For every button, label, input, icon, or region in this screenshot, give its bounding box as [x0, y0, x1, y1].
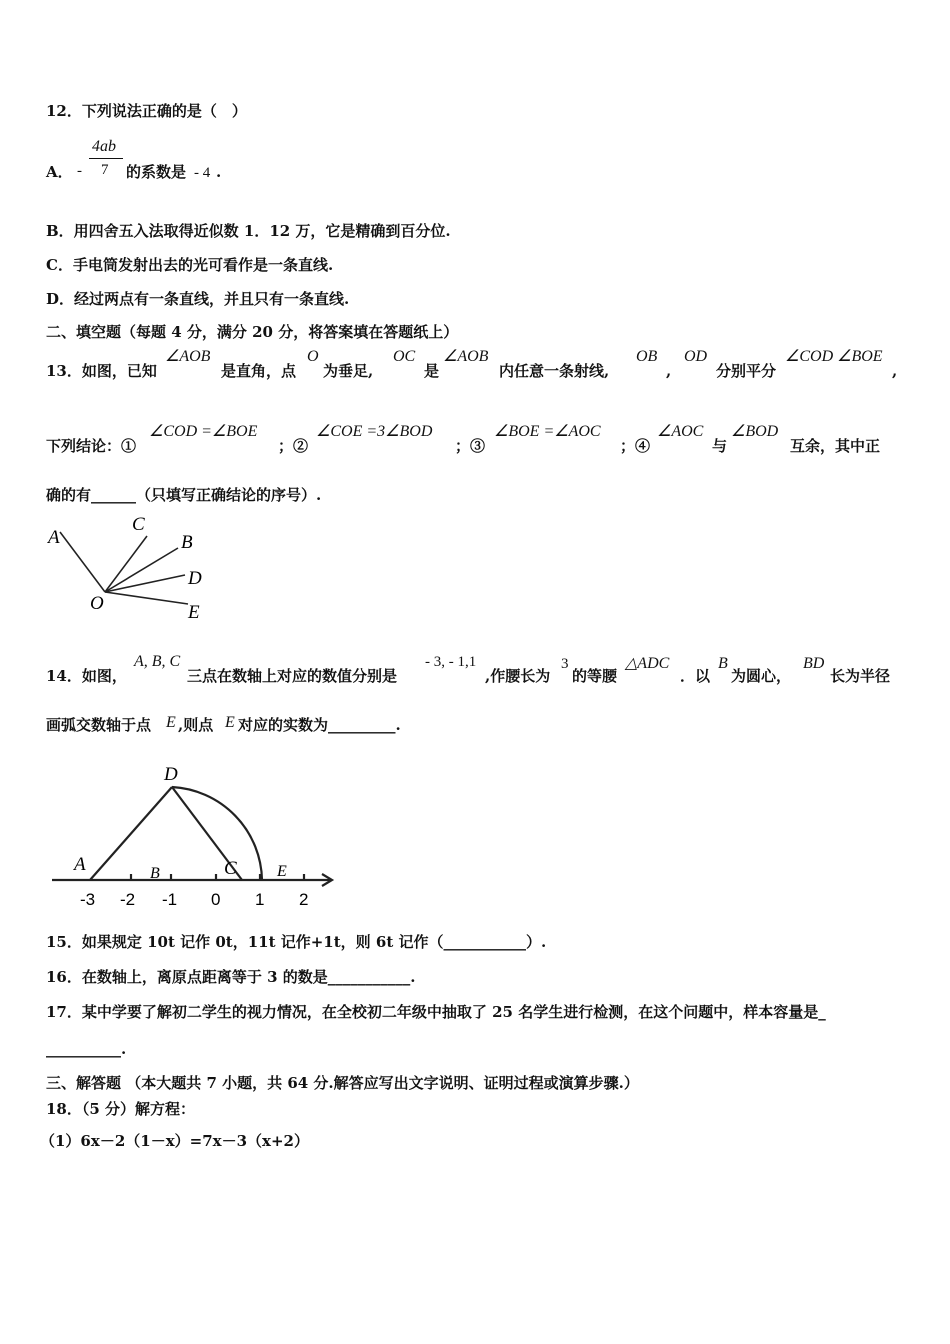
ray-oa — [60, 532, 105, 592]
q13-text-6: , — [666, 362, 672, 380]
q12-a-value: - 4 — [194, 165, 211, 181]
q13-text-4: 是 — [424, 362, 440, 380]
q14-math-abc: A, B, C — [134, 653, 181, 670]
label-c: C — [224, 858, 237, 879]
q12-stem: 12．下列说法正确的是（ ） — [46, 102, 247, 120]
q14-math-bd: BD — [803, 655, 825, 672]
q13-conclusion-4b: ∠BOD — [731, 423, 779, 440]
q13-conclusion-1: ∠COD =∠BOE — [149, 423, 258, 440]
q13-angle-figure — [40, 512, 220, 627]
q12-option-c: C．手电筒发射出去的光可看作是一条直线. — [46, 256, 334, 274]
q16: 16．在数轴上，离原点距离等于 3 的数是___________. — [46, 968, 416, 986]
q13-line2-text-2: ；② — [278, 437, 309, 455]
label-o: O — [90, 593, 104, 614]
q13-text-7: 分别平分 — [716, 362, 777, 380]
q13-conclusion-3: ∠BOE =∠AOC — [494, 423, 601, 440]
q12-a-minus: - — [77, 163, 82, 179]
q13-text-5: 内任意一条射线, — [499, 362, 610, 380]
q12-option-d: D．经过两点有一条直线，并且只有一条直线. — [46, 290, 350, 308]
ray-ob — [105, 548, 178, 592]
q18-stem: 18．（5 分）解方程： — [46, 1100, 196, 1118]
tick-label-2: 2 — [299, 890, 309, 909]
q13-math-cod-boe: ∠COD ∠BOE — [785, 348, 883, 365]
label-a: A — [48, 527, 60, 548]
q13-text-2: 是直角，点 — [221, 362, 297, 380]
q13-math-aob: ∠AOB — [165, 348, 211, 365]
q12-a-denominator: 7 — [101, 162, 109, 178]
q18-part-1: （1）6x－2（1－x）=7x－3（x+2） — [40, 1132, 309, 1150]
q14-line2-text-2: ,则点 — [178, 716, 214, 734]
q13-conclusion-2: ∠COE =3∠BOD — [316, 423, 433, 440]
q13-conclusion-4a: ∠AOC — [657, 423, 704, 440]
label-a: A — [74, 854, 86, 875]
q13-text-3: 为垂足, — [323, 362, 374, 380]
q13-math-oc: OC — [393, 348, 416, 365]
q13-math-ob: OB — [636, 348, 658, 365]
q12-option-b: B．用四舍五入法取得近似数 1．12 万，它是精确到百分位. — [46, 222, 451, 240]
q14-text-7: 长为半径 — [830, 667, 891, 685]
q14-text-1: 14．如图， — [46, 667, 127, 685]
q14-text-3: ,作腰长为 — [485, 667, 551, 685]
section-3-heading: 三、解答题 （本大题共 7 小题，共 64 分.解答应写出文字说明、证明过程或演算步骤.） — [46, 1074, 639, 1092]
label-b: B — [150, 865, 160, 882]
q14-line2-text-1: 画弧交数轴于点 — [46, 716, 152, 734]
q14-math-triangle: △ADC — [625, 655, 670, 672]
q17-line-2: __________. — [46, 1040, 127, 1058]
q14-text-4: 的等腰 — [572, 667, 618, 685]
q14-math-e-1: E — [166, 714, 176, 731]
arc-de — [172, 787, 262, 880]
tick-label-m1: -1 — [162, 890, 178, 909]
q13-line3: 确的有______（只填写正确结论的序号）. — [46, 486, 322, 504]
q13-text-1: 13．如图，已知 — [46, 362, 157, 380]
label-e: E — [277, 863, 287, 880]
q13-math-od: OD — [684, 348, 708, 365]
q17-line-1: 17．某中学要了解初二学生的视力情况，在全校初二年级中抽取了 25 名学生进行检测，在这个问题中，样本容量是_ — [46, 1003, 826, 1021]
q12-option-a-label: A． — [46, 163, 73, 181]
q14-line2-text-3: 对应的实数为_________. — [238, 716, 401, 734]
q13-text-8: , — [892, 362, 898, 380]
q14-text-6: 为圆心， — [731, 667, 792, 685]
q13-line2-text-3: ；③ — [455, 437, 486, 455]
tick-label-m2: -2 — [120, 890, 136, 909]
q12-a-numerator: 4ab — [92, 138, 116, 155]
label-d: D — [188, 568, 202, 589]
fraction-bar — [89, 158, 123, 159]
tick-label-1: 1 — [255, 890, 265, 909]
label-d: D — [164, 764, 178, 785]
q13-line2-text-1: 下列结论：① — [46, 437, 137, 455]
ray-oe — [105, 592, 188, 604]
q13-math-o: O — [307, 348, 319, 365]
q13-math-aob-2: ∠AOB — [443, 348, 489, 365]
q14-number-line-figure — [46, 760, 346, 910]
tick-label-m3: -3 — [80, 890, 96, 909]
label-c: C — [132, 514, 145, 535]
q14-math-b: B — [718, 655, 728, 672]
ray-od — [105, 575, 185, 592]
label-b: B — [181, 532, 193, 553]
tick-label-0: 0 — [211, 890, 221, 909]
q13-line2-text-6: 互余，其中正 — [790, 437, 881, 455]
q14-math-e-2: E — [225, 714, 235, 731]
q14-text-5: ．以 — [680, 667, 711, 685]
section-2-heading: 二、填空题（每题 4 分，满分 20 分，将答案填在答题纸上） — [46, 323, 459, 341]
q14-math-values: - 3, - 1,1 — [425, 654, 477, 670]
q13-line2-text-5: 与 — [712, 437, 728, 455]
q13-line2-text-4: ；④ — [620, 437, 651, 455]
q14-math-3: 3 — [561, 656, 569, 672]
q15: 15．如果规定 10t 记作 0t，11t 记作+1t，则 6t 记作（___________）. — [46, 933, 547, 951]
label-e: E — [188, 602, 200, 623]
q14-text-2: 三点在数轴上对应的数值分别是 — [187, 667, 398, 685]
q12-a-end: . — [216, 163, 222, 181]
q12-a-text: 的系数是 — [126, 163, 187, 181]
